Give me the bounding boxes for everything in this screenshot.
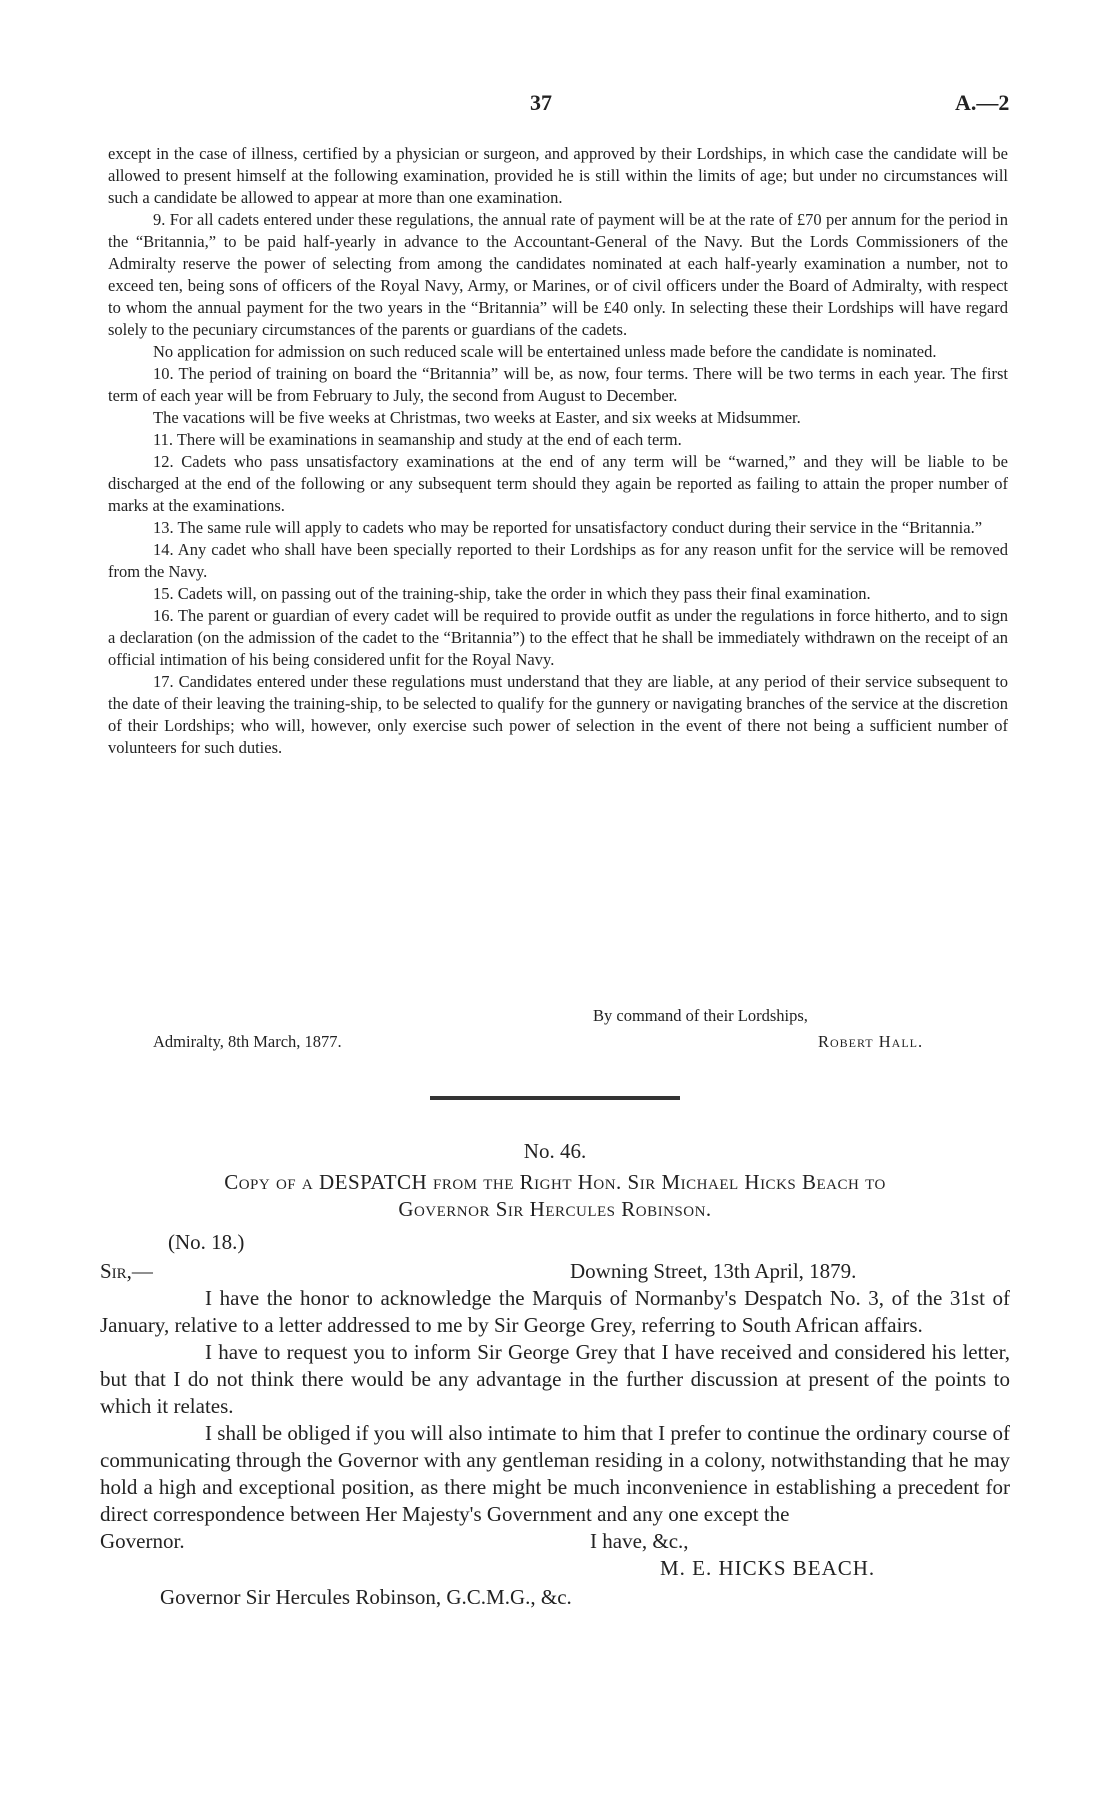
despatch-paragraph-1: I have the honor to acknowledge the Marquis of Normanby's Despatch No. 3, of the 31st of January, relative to a letter addressed to me by Sir George Grey, referring to South African affairs. <box>100 1286 1010 1337</box>
paragraph-14: 14. Any cadet who shall have been specially reported to their Lordships as for any reason unfit for the service will be removed from the Navy. <box>108 540 1008 581</box>
closing-have: I have, &c., <box>590 1529 689 1553</box>
despatch-body <box>100 1285 1010 1528</box>
despatch-date: Downing Street, 13th April, 1879. <box>570 1259 857 1283</box>
despatch-paragraph-2: I have to request you to inform Sir George Grey that I have received and considered his letter, but that I do not think there would be any advantage in the further discussion at present of the points to which it relates. <box>100 1340 1010 1418</box>
regulations-text <box>108 143 1008 759</box>
salutation-line <box>100 1258 1010 1285</box>
paragraph-10b: The vacations will be five weeks at Christmas, two weeks at Easter, and six weeks at Midsummer. <box>153 408 801 427</box>
salutation: Sir,— <box>100 1259 153 1283</box>
document-code: A.—2 <box>955 90 1010 115</box>
closing-line <box>100 1528 1010 1555</box>
paragraph-11: 11. There will be examinations in seamanship and study at the end of each term. <box>153 430 682 449</box>
section-divider <box>430 1096 680 1100</box>
closing-governor: Governor. <box>100 1529 185 1553</box>
admiralty-signature-block <box>108 1006 1008 1056</box>
despatch-section <box>100 1138 1010 1611</box>
paragraph-10: 10. The period of training on board the “Britannia” will be, as now, four terms. There will be two terms in each year. The first term of each year will be from February to July, the second from August to December. <box>108 364 1008 405</box>
paragraph-17: 17. Candidates entered under these regulations must understand that they are liable, at any period of their service subsequent to the date of their leaving the training-ship, to be selected to qualify for the gunnery or navigating branches of the service at the discretion of their Lordships; who will, however, only exercise such power of selection in the event of there not being a sufficient number of volunteers for such duties. <box>108 672 1008 757</box>
despatch-paragraph-3: I shall be obliged if you will also intimate to him that I prefer to continue the ordinary course of communicating through the Governor with any gentleman residing in a colony, notwithstanding that he may hold a high and exceptional position, as there might be much inconvenience in establishing a precedent for direct correspondence between Her Majesty's Government and any one except the <box>100 1421 1010 1526</box>
signer-name: Robert Hall. <box>818 1032 924 1051</box>
paragraph-9b: No application for admission on such reduced scale will be entertained unless made before the candidate is nominated. <box>153 342 937 361</box>
paragraph-13: 13. The same rule will apply to cadets who may be reported for unsatisfactory conduct during their service in the “Britannia.” <box>153 518 983 537</box>
despatch-reference: (No. 18.) <box>168 1230 245 1254</box>
despatch-number: No. 46. <box>523 1139 587 1163</box>
paragraph-continuation: except in the case of illness, certified by a physician or surgeon, and approved by their Lordships, in which case the candidate will be allowed to present himself at the following examination, provided he is still within the limits of age; but under no circumstances will such a candidate be allowed to appear at more than one examination. <box>108 144 1008 207</box>
paragraph-9: 9. For all cadets entered under these regulations, the annual rate of payment will be at the rate of £70 per annum for the period in the “Britannia,” to be paid half-yearly in advance to the Accountant-General of the Navy. But the Lords Commissioners of the Admiralty reserve the power of selecting from among the candidates nominated at each half-yearly examination a number, not to exceed ten, being sons of officers of the Royal Navy, Army, or Marines, or of civil officers under the Board of Admiralty, with respect to whom the annual payment for the two years in the “Britannia” will be £40 only. In selecting these their Lordships will have regard solely to the pecuniary circumstances of the parents or guardians of the cadets. <box>108 210 1008 339</box>
place-date: Admiralty, 8th March, 1877. <box>153 1032 342 1051</box>
page-number: 37 <box>530 90 552 115</box>
despatch-title-line-1: Copy of a DESPATCH from the Right Hon. Sir Michael Hicks Beach to <box>224 1170 886 1194</box>
despatch-signer: M. E. HICKS BEACH. <box>660 1556 876 1580</box>
page-header <box>0 90 1114 120</box>
despatch-title-line-2: Governor Sir Hercules Robinson. <box>398 1197 712 1221</box>
paragraph-12: 12. Cadets who pass unsatisfactory examinations at the end of any term will be “warned,” and they will be liable to be discharged at the end of the following or any subsequent term should they again be reported as failing to attain the proper number of marks at the examinations. <box>108 452 1008 515</box>
paragraph-16: 16. The parent or guardian of every cadet will be required to provide outfit as under the regulations in force hitherto, and to sign a declaration (on the admission of the cadet to the “Britannia”) to the effect that he shall be immediately withdrawn on the receipt of an official intimation of his being considered unfit for the Royal Navy. <box>108 606 1008 669</box>
despatch-addressee: Governor Sir Hercules Robinson, G.C.M.G., &c. <box>160 1585 572 1609</box>
by-command-line: By command of their Lordships, <box>593 1006 808 1025</box>
paragraph-15: 15. Cadets will, on passing out of the training-ship, take the order in which they pass their final examination. <box>153 584 871 603</box>
